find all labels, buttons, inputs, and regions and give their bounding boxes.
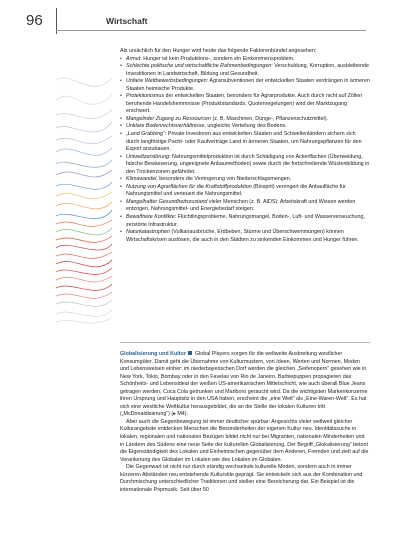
factor-list xyxy=(120,56,370,245)
factor-text: vieler Menschen (z. B. AIDS): Arbeitskraft und Wissen werden entzogen, Nahrungsmittel- und Energiebedarf steigen. xyxy=(126,198,356,213)
culture-section xyxy=(120,351,370,494)
factor-term: „Land Grabbing“ xyxy=(126,131,165,138)
intro-sentence: Als ursächlich für den Hunger wird heute das folgende Faktorenbündel angesehen: xyxy=(120,48,317,54)
factor-term: Protektionismus xyxy=(126,93,165,100)
factor-term: Umweltzerstörung xyxy=(126,153,170,160)
paragraph-text: Global Players sorgen für die weltweite Ausbreitung westlicher Konsumgüter. Damit geht die Übernahme von Kulturmustern, von Ideen, Werten und Normen, Moden und Lebensweisen einher: im niederbayerischen Dorf werden die gleichen „Seifenopern“ gesehen wie in New York, Tokio, Bombay oder in den Favelas von Rio de Janeiro. Barbiepuppen propagieren das Schönheits- und Lebensideal der weißen US-amerikanischen Mittelschicht, wie auch überall Blue Jeans getragen werden, Coca Cola getrunken und Marlboro geraucht wird. Da die wichtigsten Markenkonzerne ihren Ursprung und Hauptsitz in den USA haben, erscheint die „eine Welt“ als „Eine-Waren-Welt“. Es hat sich eine westliche Weltkultur herausgebildet, die an die Stelle der lokalen Kulturen tritt („McDonaldisierung“) (▸ M4). xyxy=(120,351,368,418)
decorative-line-graphic xyxy=(56,60,112,332)
factor-text: (Vulkanausbrüche, Erdbeben, Stürme und Überschwemmungen) können Wirtschaftskrisen auslösen, die auch in den Städten zu sinkenden Einkommen und Hunger führen. xyxy=(126,229,359,243)
factor-text: : Nahrungsmittelproduktion ist durch Schädigung von Ackerflächen (Überweidung, falsche Bewässerung, ungeeignete Anbaumethoden) sowie durch die fortschreitende Wüstenbildung in den Trockenzonen gefährdet. xyxy=(126,153,370,175)
factor-text: (Biosprit) verringert die Anbaufläche für Nahrungsmittel und verteuert die Nahrungsmittel. xyxy=(126,183,346,198)
section-paragraph: Die Gegenwart ist nicht nur durch ständig wechselnde kulturelle Moden, sondern auch in immer kürzeren Abständen neu entstehende Kulturstile geprägt. Sie entwickeln sich aus der Kombination und Durchmischung unterschiedlicher Traditionen und stellen eine Bereicherung dar. Ein Beispiel ist die internationale Popmusik. Seit über 50 xyxy=(120,464,363,493)
square-marker-icon xyxy=(188,351,192,355)
factor-text: : Verschuldung, Korruption, ausbleibende Investitionen in Landwirtschaft, Bildung und Gesundheit. xyxy=(126,63,370,77)
factor-text: : Hunger ist kein Produktions-, sondern ein Einkommensproblem. xyxy=(140,55,295,62)
header-rule xyxy=(56,30,366,31)
factor-term: Bewaffnete Konflikte xyxy=(126,214,175,221)
factor-term: Mangelhafter Gesundheitszustand xyxy=(126,198,208,205)
list-item xyxy=(120,116,370,124)
section-paragraph: Aber auch die Gegenbewegung ist immer deutlicher spürbar: Angesichts vieler weltweit gleicher Kulturangebote entdecken Menschen die Besonderheiten der eigenen Kultur neu. Identitätssuche in lokalen, regionalen und nationalen Bezügen bildet nicht nur bei Migranten, nationalen Minderheiten und in Ländern des Südens eine neue Seite der kulturellen Globalisierung. Der Begriff „Glokalisierung“ betont die Eigenständigkeit des Lokalen und Einheimischen gegenüber dem Anderen, Fremden und zielt auf die Verankerung des Globalen im Lokalen wie des Lokalen im Globalen. xyxy=(120,418,369,463)
list-item xyxy=(120,63,370,78)
factor-term: Naturkatastrophen xyxy=(126,229,170,236)
factor-text: : Private Investoren aus entwickelten Staaten und Schwellenländern sichern sich durch langfristige Pacht- oder Kaufverträge Land in ärmeren Staaten, um Nahrungspflanzen für den Export anzubauen. xyxy=(126,131,362,153)
section-divider xyxy=(120,342,370,343)
factor-text: (z. B. Maschinen, Dünge-, Pflanzenschutzmittel). xyxy=(210,115,328,122)
factor-term: Unfaire Wettbewerbsbedingungen xyxy=(126,78,207,85)
list-item xyxy=(120,123,370,131)
factor-text: der entwickelten Staaten, besonders für Agrarprodukte. Auch durch nicht auf Zöllen beruhende Handelshemmnisse (Produktstandards, Quotenregelungen) wird der Marktzugang erschwert. xyxy=(126,93,363,115)
factor-term: Schlechte politische und wirtschaftliche Rahmenbedingungen xyxy=(126,63,272,70)
factor-term: Unklare Bodenrechtsverhältnisse xyxy=(126,123,205,130)
factor-text: : Agrarsubventionen der entwickelten Staaten verdrängen in ärmeren Staaten heimische Produkte. xyxy=(126,78,370,92)
factor-text: : Flüchtlingsprobleme, Nahrungsmangel, Boden-, Luft- und Wasserverseuchung, zerstörte Infrastruktur. xyxy=(126,214,365,228)
list-item xyxy=(120,131,370,154)
list-item xyxy=(120,176,370,184)
factor-text: , besonders die Verringerung von Niederschlagsmengen. xyxy=(156,176,292,183)
list-item xyxy=(120,199,370,214)
section-paragraph xyxy=(120,351,370,419)
list-item xyxy=(120,78,370,93)
factor-text: , ungleiche Verteilung des Bodens. xyxy=(204,123,287,130)
factor-term: Armut xyxy=(126,55,141,62)
list-item xyxy=(120,214,370,229)
list-item xyxy=(120,56,370,64)
list-item xyxy=(120,229,370,244)
list-item xyxy=(120,93,370,116)
factor-term: Nutzung von Agrarflächen für die Kraftstoffproduktion xyxy=(126,183,252,190)
chapter-title: Wirtschaft xyxy=(106,16,148,26)
factor-term: Mangelnder Zugang zu Ressourcen xyxy=(126,115,211,122)
section-heading: Globalisierung und Kultur xyxy=(120,351,186,357)
factor-text-block xyxy=(120,48,370,244)
factor-term: Klimawandel xyxy=(126,176,157,183)
line-graphic-svg xyxy=(56,60,112,332)
page-number: 96 xyxy=(26,12,43,29)
list-item xyxy=(120,184,370,199)
list-item xyxy=(120,154,370,177)
